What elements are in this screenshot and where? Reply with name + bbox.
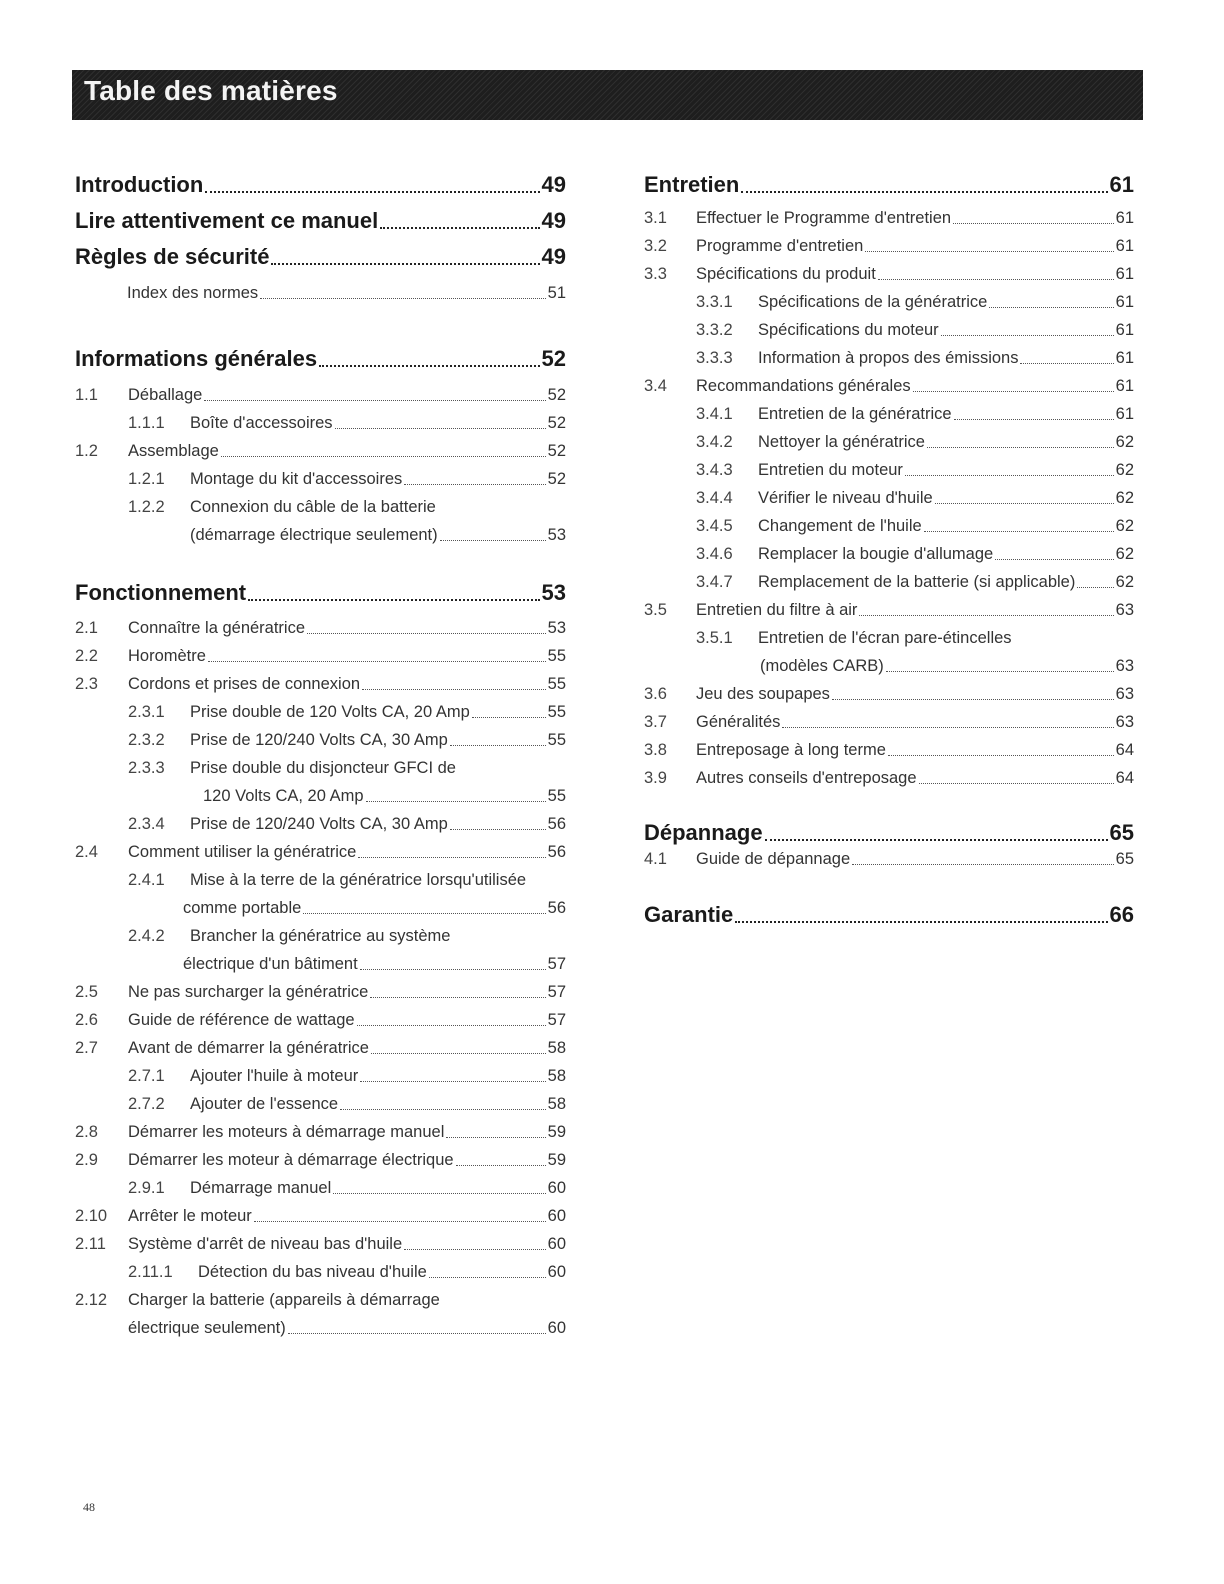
toc-entry-continuation <box>75 526 566 545</box>
dot-leader <box>935 503 1114 504</box>
toc-entry-number: 2.3.4 <box>128 815 165 833</box>
toc-entry <box>644 209 1134 228</box>
toc-subentry <box>75 470 566 489</box>
toc-entry-title: Vérifier le niveau d'huile <box>758 489 933 507</box>
toc-entry-number: 2.2 <box>75 647 98 665</box>
toc-page-number: 55 <box>547 675 566 693</box>
toc-entry <box>75 1291 566 1310</box>
toc-page-number: 62 <box>1115 545 1134 563</box>
toc-entry-number: 3.1 <box>644 209 667 227</box>
toc-entry-number: 3.5 <box>644 601 667 619</box>
toc-page-number: 66 <box>1109 902 1134 927</box>
toc-subentry <box>644 293 1134 312</box>
toc-page-number: 59 <box>547 1123 566 1141</box>
toc-entry-title: Information à propos des émissions <box>758 349 1019 367</box>
toc-entry-title: Système d'arrêt de niveau bas d'huile <box>128 1235 403 1253</box>
dot-leader <box>362 689 546 690</box>
toc-entry-number: 3.3.3 <box>696 349 733 367</box>
dot-leader <box>735 921 1107 923</box>
toc-page-number: 57 <box>547 983 566 1001</box>
toc-page-number: 61 <box>1115 349 1134 367</box>
toc-entry-number: 1.2.2 <box>128 498 165 516</box>
page-title: Table des matières <box>84 75 338 106</box>
toc-entry-number: 3.4.1 <box>696 405 733 423</box>
toc-subentry <box>644 629 1134 648</box>
dot-leader <box>832 699 1114 700</box>
dot-leader <box>404 1249 546 1250</box>
toc-subentry <box>75 815 566 834</box>
dot-leader <box>333 1193 545 1194</box>
toc-entry-title: (démarrage électrique seulement) <box>190 526 438 544</box>
toc-entry-number: 2.4.2 <box>128 927 165 945</box>
toc-entry-title: Introduction <box>75 172 204 197</box>
toc-entry-title: Prise double de 120 Volts CA, 20 Amp <box>190 703 470 721</box>
toc-entry-title: Prise de 120/240 Volts CA, 30 Amp <box>190 731 448 749</box>
toc-entry-number: 2.4 <box>75 843 98 861</box>
toc-section-entry <box>75 172 566 198</box>
toc-entry-title: Remplacement de la batterie (si applicable) <box>758 573 1076 591</box>
dot-leader <box>450 829 546 830</box>
toc-entry-number: 2.3.1 <box>128 703 165 721</box>
toc-entry-title: Montage du kit d'accessoires <box>190 470 403 488</box>
dot-leader <box>260 298 545 299</box>
toc-entry <box>644 685 1134 704</box>
toc-entry-continuation <box>75 899 566 918</box>
dot-leader <box>254 1221 546 1222</box>
toc-subentry <box>75 731 566 750</box>
toc-entry-number: 2.4.1 <box>128 871 165 889</box>
toc-entry <box>75 442 566 461</box>
toc-entry-title: Connexion du câble de la batterie <box>190 498 436 516</box>
toc-subentry <box>644 573 1134 592</box>
toc-entry-number: 2.3.2 <box>128 731 165 749</box>
toc-entry-continuation <box>75 955 566 974</box>
toc-entry-title: comme portable <box>183 899 302 917</box>
toc-entry-title: Comment utiliser la génératrice <box>128 843 357 861</box>
dot-leader <box>852 864 1114 865</box>
toc-entry <box>75 1151 566 1170</box>
dot-leader <box>303 913 545 914</box>
toc-page-number: 62 <box>1115 461 1134 479</box>
dot-leader <box>995 559 1113 560</box>
toc-page-number: 61 <box>1115 265 1134 283</box>
toc-subentry <box>75 1179 566 1198</box>
toc-entry-continuation <box>75 1319 566 1338</box>
toc-entry-title: Programme d'entretien <box>696 237 864 255</box>
toc-entry-title: Fonctionnement <box>75 580 247 605</box>
toc-entry-title: Arrêter le moteur <box>128 1207 252 1225</box>
toc-entry <box>75 843 566 862</box>
toc-entry-title: Ajouter l'huile à moteur <box>190 1067 359 1085</box>
toc-page-number: 63 <box>1115 713 1134 731</box>
toc-page-number: 52 <box>547 442 566 460</box>
toc-entry <box>75 1123 566 1142</box>
toc-entry <box>75 1235 566 1254</box>
toc-section-entry <box>75 244 566 270</box>
toc-page-number: 55 <box>547 647 566 665</box>
dot-leader <box>288 1333 546 1334</box>
toc-page-number: 62 <box>1115 489 1134 507</box>
toc-entry-title: 120 Volts CA, 20 Amp <box>203 787 364 805</box>
toc-section-entry <box>644 902 1134 928</box>
toc-entry-title: Autres conseils d'entreposage <box>696 769 917 787</box>
dot-leader <box>927 447 1114 448</box>
toc-entry-number: 2.5 <box>75 983 98 1001</box>
toc-page-number: 65 <box>1115 850 1134 868</box>
toc-page-number: 62 <box>1115 433 1134 451</box>
toc-page-number: 61 <box>1115 237 1134 255</box>
toc-entry-title: Garantie <box>644 902 734 927</box>
dot-leader <box>440 540 546 541</box>
toc-entry-continuation <box>644 657 1134 676</box>
toc-entry-number: 2.6 <box>75 1011 98 1029</box>
toc-entry-number: 1.2 <box>75 442 98 460</box>
toc-subentry <box>644 461 1134 480</box>
toc-entry-number: 2.7 <box>75 1039 98 1057</box>
dot-leader <box>878 279 1114 280</box>
toc-entry-title: Détection du bas niveau d'huile <box>198 1263 427 1281</box>
toc-page-number: 53 <box>541 580 566 605</box>
toc-subentry <box>644 545 1134 564</box>
toc-page-number: 51 <box>547 284 566 302</box>
dot-leader <box>360 969 546 970</box>
toc-page-number: 55 <box>547 703 566 721</box>
dot-leader <box>888 755 1114 756</box>
toc-page-number: 63 <box>1115 685 1134 703</box>
dot-leader <box>307 633 546 634</box>
toc-entry-title: Entretien du moteur <box>758 461 903 479</box>
toc-section-entry <box>75 208 566 234</box>
toc-entry-number: 2.7.1 <box>128 1067 165 1085</box>
toc-entry-number: 1.1 <box>75 386 98 404</box>
dot-leader <box>371 1053 546 1054</box>
toc-entry-number: 2.11 <box>75 1235 106 1253</box>
toc-entry <box>644 237 1134 256</box>
toc-entry-title: Déballage <box>128 386 203 404</box>
toc-entry-number: 1.1.1 <box>128 414 165 432</box>
dot-leader <box>370 997 545 998</box>
toc-page-number: 62 <box>1115 517 1134 535</box>
toc-page-number: 61 <box>1115 293 1134 311</box>
toc-entry-number: 1.2.1 <box>128 470 165 488</box>
dot-leader <box>204 400 545 401</box>
dot-leader <box>919 783 1114 784</box>
toc-page-number: 56 <box>547 899 566 917</box>
toc-entry-title: Entretien <box>644 172 740 197</box>
toc-entry-title: Jeu des soupapes <box>696 685 830 703</box>
toc-subentry <box>75 703 566 722</box>
dot-leader <box>380 227 539 229</box>
dot-leader <box>366 801 546 802</box>
toc-entry <box>75 1207 566 1226</box>
toc-page-number: 61 <box>1109 172 1134 197</box>
dot-leader <box>221 456 546 457</box>
dot-leader <box>1077 587 1113 588</box>
dot-leader <box>357 1025 546 1026</box>
toc-entry <box>644 850 1134 869</box>
toc-page-number: 63 <box>1115 657 1134 675</box>
dot-leader <box>360 1081 545 1082</box>
toc-subentry <box>75 1067 566 1086</box>
dot-leader <box>271 263 539 265</box>
dot-leader <box>941 335 1114 336</box>
dot-leader <box>404 484 545 485</box>
toc-entry-title: Entretien de la génératrice <box>758 405 952 423</box>
toc-entry-title: Boîte d'accessoires <box>190 414 333 432</box>
toc-entry-number: 4.1 <box>644 850 667 868</box>
toc-entry-number: 3.3.2 <box>696 321 733 339</box>
toc-entry-number: 2.11.1 <box>128 1263 173 1281</box>
toc-entry <box>644 769 1134 788</box>
toc-entry-number: 3.3 <box>644 265 667 283</box>
dot-leader <box>205 191 539 193</box>
toc-section-entry <box>75 580 566 606</box>
toc-entry <box>75 647 566 666</box>
toc-entry-number: 2.8 <box>75 1123 98 1141</box>
toc-entry <box>75 675 566 694</box>
toc-page-number: 58 <box>547 1067 566 1085</box>
toc-page-number: 55 <box>547 787 566 805</box>
toc-entry-title: Ajouter de l'essence <box>190 1095 339 1113</box>
dot-leader <box>954 419 1114 420</box>
toc-section-entry <box>644 820 1134 846</box>
toc-page-number: 64 <box>1115 769 1134 787</box>
toc-entry-title: Horomètre <box>128 647 206 665</box>
toc-entry <box>644 377 1134 396</box>
toc-entry-number: 3.4.2 <box>696 433 733 451</box>
dot-leader <box>741 191 1107 193</box>
toc-page-number: 57 <box>547 1011 566 1029</box>
toc-page-number: 52 <box>547 414 566 432</box>
toc-entry <box>644 265 1134 284</box>
toc-entry-title: Spécifications du moteur <box>758 321 939 339</box>
toc-entry-number: 2.3 <box>75 675 98 693</box>
toc-subentry <box>75 414 566 433</box>
toc-page-number: 52 <box>547 386 566 404</box>
dot-leader <box>450 745 546 746</box>
toc-page-number: 59 <box>547 1151 566 1169</box>
dot-leader <box>456 1165 546 1166</box>
toc-entry-number: 3.4 <box>644 377 667 395</box>
toc-subentry <box>75 871 566 890</box>
section-header-banner <box>72 70 1143 120</box>
toc-entry-number: 3.5.1 <box>696 629 733 647</box>
dot-leader <box>446 1137 545 1138</box>
toc-entry-title: électrique d'un bâtiment <box>183 955 358 973</box>
dot-leader <box>340 1109 546 1110</box>
toc-page-number: 63 <box>1115 601 1134 619</box>
toc-entry-continuation <box>75 787 566 806</box>
toc-page-number: 52 <box>541 346 566 371</box>
toc-page-number: 61 <box>1115 405 1134 423</box>
toc-page-number: 60 <box>547 1263 566 1281</box>
toc-entry-title: Changement de l'huile <box>758 517 922 535</box>
toc-entry-title: Démarrage manuel <box>190 1179 332 1197</box>
toc-page-number: 64 <box>1115 741 1134 759</box>
toc-page-number: 49 <box>541 244 566 269</box>
toc-subentry <box>644 433 1134 452</box>
toc-page-number: 61 <box>1115 321 1134 339</box>
dot-leader <box>782 727 1113 728</box>
toc-entry-title: Guide de référence de wattage <box>128 1011 355 1029</box>
toc-entry <box>75 619 566 638</box>
toc-subentry <box>644 349 1134 368</box>
toc-page-number: 60 <box>547 1235 566 1253</box>
toc-entry-title: Connaître la génératrice <box>128 619 306 637</box>
toc-entry-number: 2.9.1 <box>128 1179 165 1197</box>
toc-entry <box>644 601 1134 620</box>
toc-entry-number: 3.3.1 <box>696 293 733 311</box>
toc-entry-title: Remplacer la bougie d'allumage <box>758 545 994 563</box>
toc-page-number: 56 <box>547 843 566 861</box>
toc-subentry <box>75 759 566 778</box>
toc-page-number: 53 <box>547 619 566 637</box>
toc-section-entry <box>644 172 1134 198</box>
toc-entry-number: 3.4.3 <box>696 461 733 479</box>
toc-entry-number: 3.4.7 <box>696 573 733 591</box>
toc-subentry <box>75 1263 566 1282</box>
dot-leader <box>1020 363 1113 364</box>
toc-page-number: 65 <box>1109 820 1134 845</box>
toc-subentry <box>75 284 566 303</box>
toc-page-number: 60 <box>547 1319 566 1337</box>
toc-entry-title: Prise de 120/240 Volts CA, 30 Amp <box>190 815 448 833</box>
toc-entry-number: 3.7 <box>644 713 667 731</box>
toc-subentry <box>644 517 1134 536</box>
toc-page-number: 49 <box>541 208 566 233</box>
toc-entry-title: Généralités <box>696 713 781 731</box>
toc-entry-number: 3.2 <box>644 237 667 255</box>
toc-entry-title: Assemblage <box>128 442 219 460</box>
toc-entry-title: Mise à la terre de la génératrice lorsqu'utilisée <box>190 871 527 889</box>
toc-page-number: 61 <box>1115 209 1134 227</box>
toc-entry <box>644 741 1134 760</box>
toc-entry-title: Dépannage <box>644 820 763 845</box>
dot-leader <box>865 251 1113 252</box>
dot-leader <box>989 307 1113 308</box>
toc-entry-number: 3.8 <box>644 741 667 759</box>
toc-page-number: 58 <box>547 1039 566 1057</box>
dot-leader <box>905 475 1114 476</box>
toc-entry-number: 3.9 <box>644 769 667 787</box>
toc-entry-number: 2.3.3 <box>128 759 165 777</box>
toc-subentry <box>75 498 566 517</box>
dot-leader <box>924 531 1114 532</box>
toc-entry-number: 3.4.5 <box>696 517 733 535</box>
toc-entry-number: 3.4.6 <box>696 545 733 563</box>
toc-page-number: 60 <box>547 1207 566 1225</box>
toc-entry-title: (modèles CARB) <box>760 657 884 675</box>
toc-entry <box>75 386 566 405</box>
toc-entry-number: 2.10 <box>75 1207 108 1225</box>
toc-entry-title: Entreposage à long terme <box>696 741 886 759</box>
toc-entry-title: Informations générales <box>75 346 318 371</box>
dot-leader <box>248 599 539 601</box>
toc-entry-title: Avant de démarrer la génératrice <box>128 1039 369 1057</box>
toc-entry-title: Recommandations générales <box>696 377 911 395</box>
toc-entry-title: Lire attentivement ce manuel <box>75 208 379 233</box>
toc-entry-title: Spécifications de la génératrice <box>758 293 988 311</box>
toc-entry-title: Prise double du disjoncteur GFCI de <box>190 759 456 777</box>
dot-leader <box>429 1277 546 1278</box>
dot-leader <box>208 661 546 662</box>
toc-page-number: 52 <box>547 470 566 488</box>
dot-leader <box>913 391 1114 392</box>
toc-subentry <box>75 927 566 946</box>
toc-page-number: 62 <box>1115 573 1134 591</box>
toc-page-number: 49 <box>541 172 566 197</box>
toc-page-number: 55 <box>547 731 566 749</box>
toc-page-number: 57 <box>547 955 566 973</box>
toc-entry-title: Guide de dépannage <box>696 850 851 868</box>
toc-entry-title: Démarrer les moteur à démarrage électrique <box>128 1151 454 1169</box>
toc-entry <box>75 1039 566 1058</box>
toc-page-number: 60 <box>547 1179 566 1197</box>
toc-section-entry <box>75 346 566 372</box>
dot-leader <box>472 717 546 718</box>
toc-entry-title: Effectuer le Programme d'entretien <box>696 209 952 227</box>
toc-entry-title: Charger la batterie (appareils à démarrage <box>128 1291 440 1309</box>
toc-entry-title: Entretien de l'écran pare-étincelles <box>758 629 1012 647</box>
toc-entry-number: 2.12 <box>75 1291 108 1309</box>
toc-entry-title: Spécifications du produit <box>696 265 876 283</box>
toc-entry-title: Ne pas surcharger la génératrice <box>128 983 369 1001</box>
toc-entry-number: 2.9 <box>75 1151 98 1169</box>
toc-entry-number: 2.7.2 <box>128 1095 165 1113</box>
toc-entry <box>75 1011 566 1030</box>
toc-page-number: 56 <box>547 815 566 833</box>
toc-entry-title: électrique seulement) <box>128 1319 286 1337</box>
dot-leader <box>886 671 1114 672</box>
dot-leader <box>765 839 1108 841</box>
toc-entry-title: Démarrer les moteurs à démarrage manuel <box>128 1123 445 1141</box>
toc-subentry <box>644 405 1134 424</box>
toc-entry-number: 2.1 <box>75 619 98 637</box>
toc-entry-title: Nettoyer la génératrice <box>758 433 925 451</box>
toc-entry-title: Index des normes <box>127 284 259 302</box>
dot-leader <box>319 365 539 367</box>
toc-entry-title: Brancher la génératrice au système <box>190 927 451 945</box>
toc-subentry <box>644 321 1134 340</box>
toc-page-number: 58 <box>547 1095 566 1113</box>
toc-page-number: 61 <box>1115 377 1134 395</box>
toc-page-number: 53 <box>547 526 566 544</box>
dot-leader <box>859 615 1113 616</box>
toc-entry <box>75 983 566 1002</box>
toc-subentry <box>644 489 1134 508</box>
page-number: 48 <box>83 1500 95 1514</box>
toc-entry-number: 3.4.4 <box>696 489 733 507</box>
toc-entry-title: Entretien du filtre à air <box>696 601 858 619</box>
toc-entry <box>644 713 1134 732</box>
toc-entry-number: 3.6 <box>644 685 667 703</box>
toc-entry-title: Règles de sécurité <box>75 244 270 269</box>
dot-leader <box>335 428 546 429</box>
toc-entry-title: Cordons et prises de connexion <box>128 675 361 693</box>
dot-leader <box>953 223 1114 224</box>
dot-leader <box>358 857 545 858</box>
toc-subentry <box>75 1095 566 1114</box>
